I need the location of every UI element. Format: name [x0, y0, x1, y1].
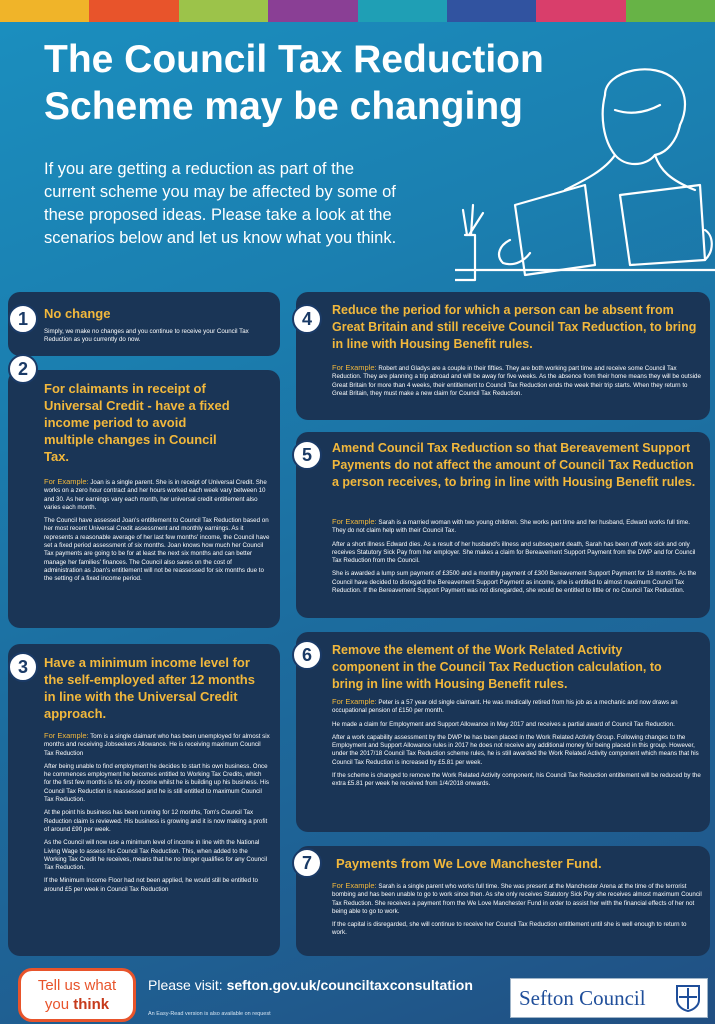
scenario-title: Remove the element of the Work Related Activity component in the Council Tax Reduction calculation, to bring in line with Housing Benefit rules.: [332, 643, 662, 691]
logo-text: Sefton Council: [519, 986, 646, 1010]
intro-text: If you are getting a reduction as part of the current scheme you may be affected by some of these proposed ideas. Please take a look at the scenarios below and let us know what you think.: [44, 160, 397, 247]
scenario-paragraph: She is awarded a lump sum payment of £3500 and a monthly payment of £300 Bereavement Support Payment for 18 months. As the Council have decided to disregard the Bereavement Support Payment as income, she is entitled to almost maximum Council Tax Reduction. If the Bereavement Support Payment was not disregarded, she would be entitled to little or no Council Tax Reduction.: [332, 570, 697, 595]
scenario-title: Have a minimum income level for the self-employed after 12 months in line with the Universal Credit approach.: [44, 655, 255, 721]
scenario-card-3: [8, 644, 280, 956]
example-text: Tom is a single claimant who has been unemployed for almost six months and receiving Jobseekers Allowance. He is receiving maximum Council Tax Reduction: [44, 733, 270, 757]
example-paragraph: [332, 518, 702, 536]
scenario-paragraph: If the capital is disregarded, she will continue to receive her Council Tax Reduction entitlement until she is well enough to return to work.: [332, 921, 687, 937]
stripe: [447, 0, 536, 22]
stripe: [89, 0, 178, 22]
example-text: Robert and Gladys are a couple in their fifties. They are both working part time and receive some Council Tax Reduction. They are planning a trip abroad and will be away for five weeks. As the absence from their home means they will be outside Great Britain for more than 4 weeks, their entitlement to Council Tax Reduction ends the week their trip starts. When they return to Great Britain, they must make a new claim for Council Tax Reduction.: [332, 365, 701, 397]
scenario-paragraph: Simply, we make no changes and you continue to receive your Council Tax Reduction as you currently do now.: [44, 328, 249, 344]
scenario-title: Reduce the period for which a person can be absent from Great Britain and still receive Council Tax Reduction, to bring in line with Housing Benefit rules.: [332, 303, 697, 351]
bubble-you: you: [44, 996, 70, 1013]
number-badge-6: 6: [292, 640, 322, 670]
scenario-paragraph: If the Minimum Income Floor had not been applied, he would still be entitled to around £5 per week in Council Tax Reduction: [44, 877, 258, 893]
consultation-link[interactable]: sefton.gov.uk/counciltaxconsultation: [226, 977, 473, 993]
for-example-label: For Example:: [332, 517, 377, 526]
visit-label: Please visit:: [148, 977, 223, 993]
scenario-paragraph: After a work capability assessment by the DWP he has been placed in the Work Related Activity Group. Following changes to the Employment and Support Allowance rules in 2017 he does not receive any additional money for being placed in this group. However, under the 2017/18 Council Tax Reduction scheme rules, he is still awarded the Work Related Activity component which means that his Council Tax Reduction is increased by £5.81 per week.: [332, 733, 699, 766]
scenario-body: [44, 328, 272, 350]
color-stripe-bar: [0, 0, 715, 22]
example-paragraph: [332, 882, 702, 916]
number-badge-7: 7: [292, 848, 322, 878]
example-paragraph: [44, 478, 270, 512]
scenario-card-4: [296, 292, 710, 420]
scenario-body: [332, 518, 702, 600]
scenario-paragraph: He made a claim for Employment and Support Allowance in May 2017 and receives a partial award of Council Tax Reduction.: [332, 720, 675, 728]
for-example-label: For Example:: [44, 477, 89, 486]
man-reading-illustration: [455, 55, 715, 285]
title-line-2: Scheme may be changing: [44, 85, 523, 128]
for-example-label: For Example:: [332, 881, 377, 890]
scenario-card-5: [296, 432, 710, 618]
scenario-card-7: [296, 846, 710, 956]
stripe: [268, 0, 357, 22]
for-example-label: For Example:: [44, 731, 89, 740]
stripe: [626, 0, 715, 22]
scenario-paragraph: After a short illness Edward dies. As a result of her husband's illness and subsequent death, Sarah has been off work sick and only receives Statutory Sick Pay from her employer. She makes a claim for Bereavement Support Payment from the DWP and for Council Tax Reduction from the Council.: [332, 540, 696, 565]
number-badge-5: 5: [292, 440, 322, 470]
scenario-paragraph: After being unable to find employment he decides to start his own business. Once he commences employment he becomes entitled to Working Tax Credits, which for the first few months is his only income whilst he is building up his business. His Council Tax Reduction is reassessed and he is still entitled to maximum Council Tax Reduction.: [44, 762, 269, 804]
title-line-1: The Council Tax Reduction: [44, 38, 544, 81]
example-text: Joan is a single parent. She is in receipt of Universal Credit. She works on a zero hour contract and her hours worked each week vary between 10 and 30. As her earnings vary each month, her universal credit entitlement also varies each month.: [44, 479, 267, 511]
scenario-body: [332, 364, 702, 403]
scenario-body: [332, 882, 702, 943]
example-text: Sarah is a married woman with two young children. She works part time and her husband, Edward works full time. They do not claim help with their Council Tax.: [332, 519, 690, 535]
scenario-paragraph: As the Council will now use a minimum level of income in line with the National Living Wage to assess his Council Tax Reduction. This, when added to the Working Tax Credit he receives, means that he no longer qualifies for any Council Tax Reduction.: [44, 839, 267, 872]
scenario-paragraph: If the scheme is changed to remove the Work Related Activity component, his Council Tax Reduction entitlement will be reduced by the extra £5.81 per week he received from 1/4/2018 onwards.: [332, 772, 701, 788]
sefton-council-logo: [510, 978, 708, 1018]
scenario-paragraph: At the point his business has been running for 12 months, Tom's Council Tax Reduction claim is reviewed. His business is growing and it is now making a profit of around £90 per week.: [44, 809, 268, 833]
scenario-body: [44, 478, 270, 589]
scenario-card-2: [8, 370, 280, 628]
scenario-title: Payments from We Love Manchester Fund.: [336, 856, 602, 871]
example-text: Sarah is a single parent who works full time. She was present at the Manchester Arena at the time of the terrorist bombing and has been unable to go to work since then. As she only receives Statutory Sick Pay she receives almost maximum Council Tax Reduction. She receives a payment from the We Love Manchester Fund in order to assist her with the financial effects of her not being able to go to work.: [332, 883, 702, 915]
visit-line: [148, 977, 473, 993]
bubble-think: think: [73, 996, 110, 1013]
stripe: [358, 0, 447, 22]
scenario-title: For claimants in receipt of Universal Credit - have a fixed income period to avoid multiple changes in Council Tax.: [44, 381, 230, 464]
bubble-line-2: [21, 995, 133, 1014]
example-paragraph: [44, 732, 270, 758]
scenario-paragraph: The Council have assessed Joan's entitlement to Council Tax Reduction based on her most recent Universal Credit assessment and monthly earnings. As it represents a reasonable average of her last few months' income, the Council have set a fixed period assessment of six months. Joan knows how much her Council Tax payments are going to be for at least the next six months and can better manage her families' finances. The Council also saves on the cost of administration as Joan's entitlement will not be reassessed for six months due to the setting of a fixed income period.: [44, 517, 270, 583]
number-badge-2: 2: [8, 354, 38, 384]
crest-icon: [675, 984, 701, 1012]
stripe: [0, 0, 89, 22]
scenario-title: No change: [44, 306, 111, 321]
easy-read-note: An Easy-Read version is also available on request: [148, 1011, 271, 1017]
stripe: [536, 0, 625, 22]
bubble-line-1: Tell us what: [37, 977, 117, 994]
number-badge-4: 4: [292, 304, 322, 334]
number-badge-3: 3: [8, 652, 38, 682]
for-example-label: For Example:: [332, 697, 377, 706]
scenario-card-1: [8, 292, 280, 356]
example-text: Peter is a 57 year old single claimant. He was medically retired from his job as a mechanic and now draws an occupational pension of £150 per month.: [332, 699, 678, 715]
example-paragraph: [332, 364, 702, 398]
example-paragraph: [332, 698, 702, 716]
scenario-card-6: [296, 632, 710, 832]
number-badge-1: 1: [8, 304, 38, 334]
scenario-title: Amend Council Tax Reduction so that Bereavement Support Payments do not affect the amount of Council Tax Reduction a person receives, to bring in line with Housing Benefit rules.: [332, 441, 696, 489]
for-example-label: For Example:: [332, 363, 377, 372]
tell-us-bubble: [18, 968, 136, 1022]
scenario-body: [332, 698, 702, 794]
stripe: [179, 0, 268, 22]
scenario-body: [44, 732, 270, 899]
